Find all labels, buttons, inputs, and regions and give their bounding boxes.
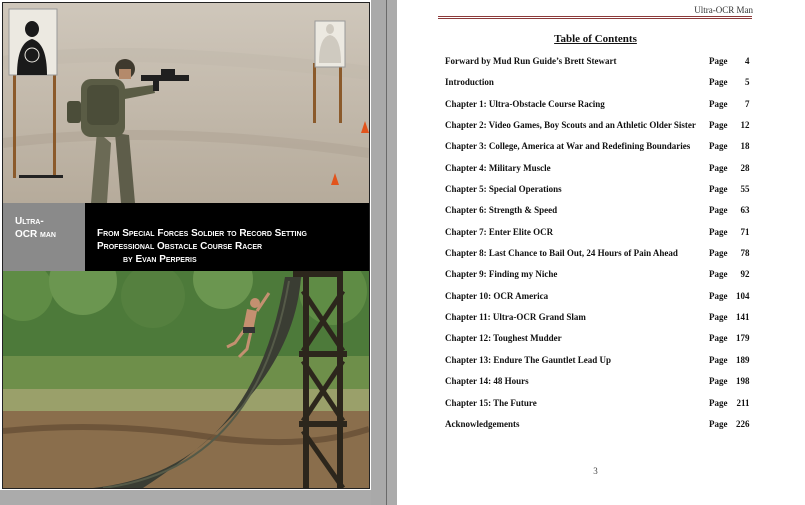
- toc-entry[interactable]: [445, 138, 751, 159]
- toc-entry-page: [709, 355, 750, 365]
- toc-title: Table of Contents: [554, 33, 637, 45]
- series-line-1: Ultra-: [15, 216, 44, 227]
- toc-entry-page: [709, 312, 750, 322]
- toc-entry[interactable]: [445, 160, 751, 181]
- obstacle-wall-photo: [3, 271, 369, 488]
- toc-page-word: Page: [709, 226, 728, 237]
- toc-page-number: 92: [740, 269, 750, 280]
- page-gutter: [371, 0, 386, 505]
- toc-entry-page: [709, 205, 750, 215]
- toc-entry-page: [709, 227, 750, 237]
- toc-page-word: Page: [709, 397, 728, 408]
- header-rule: [438, 16, 752, 17]
- toc-entry[interactable]: [445, 245, 751, 266]
- toc-page-number: 12: [740, 120, 750, 131]
- toc-page-number: 78: [740, 248, 750, 259]
- toc-entry[interactable]: [445, 181, 751, 202]
- toc-entry-label: Chapter 5: Special Operations: [445, 184, 562, 195]
- toc-page-number: 71: [740, 226, 750, 237]
- toc-entry-page: [709, 120, 750, 130]
- series-badge: [3, 203, 85, 271]
- toc-page-number: 5: [745, 77, 750, 88]
- toc-page-word: Page: [709, 312, 728, 323]
- toc-entry-page: [709, 77, 750, 87]
- toc-entry-page: [709, 269, 750, 279]
- toc-entry-label: Chapter 4: Military Muscle: [445, 162, 551, 173]
- toc-page-number: 55: [740, 184, 750, 195]
- toc-page-number: 4: [745, 56, 750, 66]
- cover-title-band: [3, 203, 369, 271]
- toc-entry-page: [709, 248, 750, 258]
- toc-entry-page: [709, 376, 750, 386]
- toc-page-number: 211: [736, 397, 750, 408]
- running-header: Ultra-OCR Man: [694, 5, 753, 15]
- toc-page-number: 104: [736, 290, 750, 301]
- toc-entry[interactable]: [445, 288, 751, 309]
- subtitle-line-2: Professional Obstacle Course Racer: [97, 241, 263, 252]
- toc-entry-page: [709, 163, 750, 173]
- toc-page-number: 63: [740, 205, 750, 216]
- toc-entry-label: Chapter 10: OCR America: [445, 290, 549, 301]
- toc-page-number: 226: [736, 418, 750, 429]
- page-divider: [386, 0, 387, 505]
- book-cover: [0, 0, 371, 490]
- toc-entry[interactable]: [445, 74, 751, 95]
- cover-frame: [2, 2, 370, 489]
- cover-subtitle: [97, 227, 307, 266]
- toc-page-number: 141: [736, 312, 750, 323]
- toc-page-word: Page: [709, 98, 728, 109]
- toc-entry-label: Chapter 11: Ultra-OCR Grand Slam: [445, 312, 586, 323]
- toc-page-word: Page: [709, 333, 728, 344]
- toc-entry[interactable]: [445, 53, 751, 74]
- toc-entry-page: [709, 184, 750, 194]
- header-rule: [438, 18, 752, 19]
- toc-page-number: 18: [740, 141, 750, 152]
- toc-entry-label: Chapter 2: Video Games, Boy Scouts and an Athletic Older Sister: [445, 120, 696, 131]
- toc-page-number: 179: [736, 333, 750, 344]
- toc-entry-label: Chapter 13: Endure The Gauntlet Lead Up: [445, 354, 612, 365]
- toc-page-word: Page: [709, 376, 728, 387]
- toc-page: [397, 0, 805, 505]
- toc-page-word: Page: [709, 162, 728, 173]
- toc-entry[interactable]: [445, 224, 751, 245]
- toc-entry-page: [709, 333, 750, 343]
- toc-entry[interactable]: [445, 266, 751, 287]
- toc-entry-page: [709, 99, 750, 109]
- toc-entry-page: [709, 398, 750, 408]
- toc-entry-label: Forward by Mud Run Guide’s Brett Stewart: [445, 56, 617, 66]
- toc-entry-label: Chapter 1: Ultra-Obstacle Course Racing: [445, 98, 605, 109]
- toc-entry-page: [709, 56, 750, 66]
- toc-entry-label: Introduction: [445, 77, 494, 88]
- toc-page-word: Page: [709, 248, 728, 259]
- toc-page-word: Page: [709, 120, 728, 131]
- toc-page-number: 198: [736, 376, 750, 387]
- toc-page-number: 7: [745, 98, 750, 109]
- toc-entry-page: [709, 291, 750, 301]
- toc-entry-label: Chapter 7: Enter Elite OCR: [445, 226, 554, 237]
- toc-page-number: 189: [736, 354, 750, 365]
- toc-page-word: Page: [709, 290, 728, 301]
- toc-entry[interactable]: [445, 352, 751, 373]
- subtitle-line-1: From Special Forces Soldier to Record Setting: [97, 228, 307, 239]
- toc-entry[interactable]: [445, 330, 751, 351]
- toc-entry[interactable]: [445, 416, 751, 437]
- toc-page-word: Page: [709, 56, 728, 66]
- toc-page-number: 28: [740, 162, 750, 173]
- toc-page-word: Page: [709, 205, 728, 216]
- toc-entry-label: Chapter 3: College, America at War and Redefining Boundaries: [445, 141, 691, 152]
- toc-entry-label: Chapter 12: Toughest Mudder: [445, 333, 562, 344]
- soldier-shooting-range-photo: [3, 3, 369, 203]
- toc-entry[interactable]: [445, 373, 751, 394]
- toc-page-word: Page: [709, 77, 728, 88]
- series-title: [15, 215, 56, 241]
- toc-entry-page: [709, 141, 750, 151]
- toc-entry-label: Chapter 6: Strength & Speed: [445, 205, 558, 216]
- page-number: 3: [593, 466, 598, 476]
- toc-page-word: Page: [709, 269, 728, 280]
- series-line-2: OCR man: [15, 229, 56, 240]
- toc-entry-page: [709, 419, 750, 429]
- cover-author: by Evan Perperis: [123, 254, 197, 265]
- toc-page-word: Page: [709, 184, 728, 195]
- toc-entry[interactable]: [445, 309, 751, 330]
- toc-entry-label: Chapter 15: The Future: [445, 397, 537, 408]
- toc-entry[interactable]: [445, 202, 751, 223]
- toc-page-word: Page: [709, 418, 728, 429]
- toc-list: [445, 53, 751, 437]
- toc-entry[interactable]: [445, 395, 751, 416]
- toc-entry[interactable]: [445, 117, 751, 138]
- toc-entry-label: Chapter 14: 48 Hours: [445, 376, 529, 387]
- toc-entry-label: Acknowledgements: [445, 418, 520, 429]
- toc-page-word: Page: [709, 354, 728, 365]
- toc-page-word: Page: [709, 141, 728, 152]
- toc-entry-label: Chapter 9: Finding my Niche: [445, 269, 558, 280]
- toc-entry[interactable]: [445, 96, 751, 117]
- toc-entry-label: Chapter 8: Last Chance to Bail Out, 24 Hours of Pain Ahead: [445, 248, 678, 259]
